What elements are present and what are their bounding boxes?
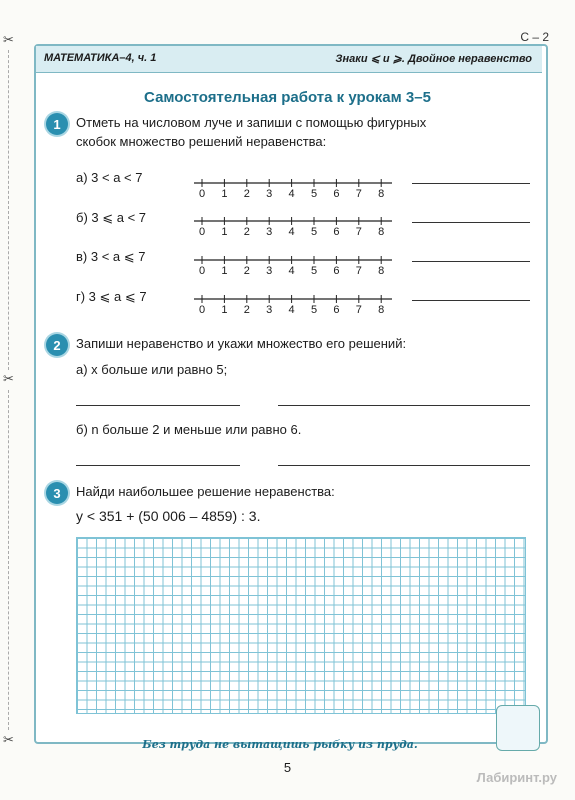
tick-label: 8 <box>378 304 385 316</box>
task-number-badge: 3 <box>46 482 68 504</box>
number-line <box>194 176 392 200</box>
illustration-child-fishing <box>496 705 540 751</box>
tick-label: 5 <box>310 265 318 277</box>
tick-label: 6 <box>333 188 340 200</box>
topic-title: Знаки ⩽ и ⩾. Двойное неравенство <box>335 53 532 65</box>
page-code: С – 2 <box>520 30 549 44</box>
task-item: б) n больше 2 и меньше или равно 6. <box>76 422 302 437</box>
tick-label: 7 <box>355 226 362 238</box>
task-number-badge: 2 <box>46 334 68 356</box>
tick-label: 7 <box>355 304 362 316</box>
number-line-axis <box>194 176 392 188</box>
number-line-axis <box>194 214 392 226</box>
tick-label: 4 <box>288 265 295 277</box>
tick-label: 4 <box>288 226 295 238</box>
tick-label: 1 <box>221 265 228 277</box>
squared-grid-workspace[interactable] <box>76 537 526 714</box>
tick-label: 4 <box>288 188 295 200</box>
tick-label: 1 <box>221 188 228 200</box>
tick-label: 6 <box>333 265 340 277</box>
header-bar <box>36 46 542 73</box>
scissors-icon: ✂ <box>3 372 14 387</box>
page-title: Самостоятельная работа к урокам 3–5 <box>144 89 431 106</box>
tick-label: 3 <box>266 226 273 238</box>
task-text: Запиши неравенство и укажи множество его решений: <box>76 336 407 351</box>
answer-line[interactable] <box>76 405 240 406</box>
tick-label: 1 <box>221 304 228 316</box>
number-line-axis <box>194 253 392 265</box>
tick-label: 0 <box>198 226 206 238</box>
tick-label: 4 <box>288 304 295 316</box>
number-line-axis <box>194 292 392 304</box>
tick-label: 3 <box>266 265 273 277</box>
inequality-label: в) 3 < a ⩽ 7 <box>76 249 146 264</box>
task-item: а) x больше или равно 5; <box>76 362 228 377</box>
inequality-label: б) 3 ⩽ a < 7 <box>76 210 147 225</box>
tick-label: 6 <box>333 226 340 238</box>
task-text: Найди наибольшее решение неравенства: <box>76 484 335 499</box>
tick-label: 0 <box>198 265 206 277</box>
tick-label: 7 <box>355 188 362 200</box>
scissors-icon: ✂ <box>3 733 14 748</box>
tick-label: 8 <box>378 265 385 277</box>
tick-label: 6 <box>333 304 340 316</box>
watermark: Лабиринт.ру <box>476 770 557 785</box>
tick-label: 3 <box>266 188 273 200</box>
tick-label: 5 <box>310 226 318 238</box>
number-line <box>194 292 392 316</box>
answer-line[interactable] <box>412 300 530 301</box>
answer-line[interactable] <box>76 465 240 466</box>
tick-label: 5 <box>310 304 318 316</box>
task-text: Отметь на числовом луче и запиши с помощью фигурных <box>76 115 427 130</box>
answer-line[interactable] <box>278 465 530 466</box>
proverb: Без труда не вытащишь рыбку из пруда. <box>142 738 418 751</box>
tick-label: 8 <box>378 188 385 200</box>
answer-line[interactable] <box>412 261 530 262</box>
number-line <box>194 253 392 277</box>
subject-title: МАТЕМАТИКА–4, ч. 1 <box>44 52 157 64</box>
page-number: 5 <box>283 760 292 775</box>
task-number-badge: 1 <box>46 113 68 135</box>
inequality-label: г) 3 ⩽ a ⩽ 7 <box>76 289 147 304</box>
cut-line <box>8 390 10 730</box>
tick-label: 1 <box>221 226 228 238</box>
task-text: скобок множество решений неравенства: <box>76 134 327 149</box>
tick-label: 8 <box>378 226 385 238</box>
inequality-label: а) 3 < a < 7 <box>76 170 143 185</box>
tick-label: 2 <box>243 188 250 200</box>
tick-label: 2 <box>243 226 250 238</box>
tick-label: 2 <box>243 304 250 316</box>
tick-label: 5 <box>310 188 318 200</box>
expression: y < 351 + (50 006 – 4859) : 3. <box>76 508 261 524</box>
answer-line[interactable] <box>412 222 530 223</box>
answer-line[interactable] <box>278 405 530 406</box>
tick-label: 7 <box>355 265 362 277</box>
tick-label: 0 <box>198 188 206 200</box>
answer-line[interactable] <box>412 183 530 184</box>
scissors-icon: ✂ <box>3 33 14 48</box>
number-line <box>194 214 392 238</box>
tick-label: 3 <box>266 304 273 316</box>
tick-label: 2 <box>243 265 250 277</box>
tick-label: 0 <box>198 304 206 316</box>
